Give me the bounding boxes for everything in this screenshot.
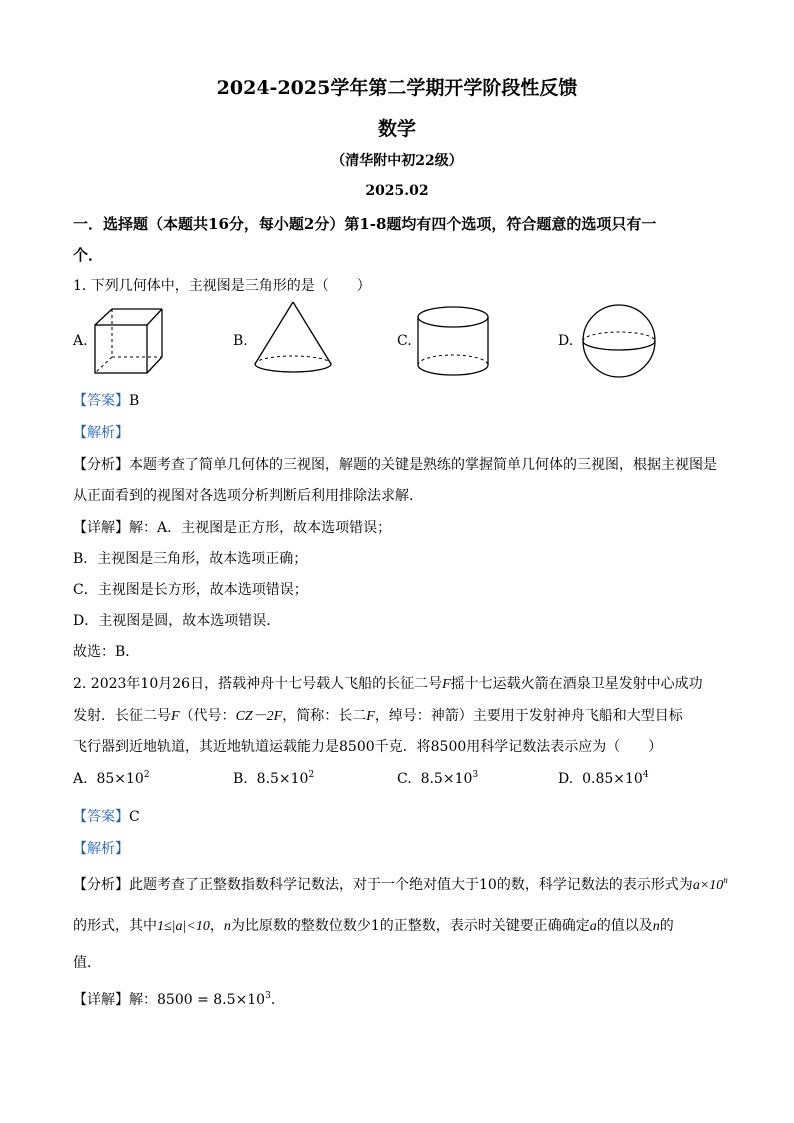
analysis-tag: 【解析】 [73, 841, 129, 857]
q1-option-b: B. [233, 333, 248, 349]
var-f: F [442, 677, 451, 692]
date-label: 2025.02 [365, 183, 429, 199]
option-label: D. [558, 771, 574, 787]
q2-option-b [233, 771, 314, 787]
var-a: a [589, 919, 597, 934]
q1-stem: 1. 下列几何体中，主视图是三角形的是（ ） [73, 278, 371, 294]
fenxi-text: ， [209, 918, 224, 934]
fenxi-tag: 【分析】 [73, 457, 129, 473]
page-title: 2024-2025学年第二学期开学阶段性反馈 [216, 77, 578, 99]
q1-option-a: A. [73, 333, 88, 349]
q2-text: 发射．长征二号 [73, 708, 171, 724]
q2-answer [73, 806, 140, 826]
option-value: 8.5×10 [256, 771, 309, 787]
analysis-tag: 【解析】 [73, 425, 129, 441]
detail-text: 解： [129, 992, 157, 1008]
var-n: n [652, 919, 660, 934]
cube-figure [90, 305, 166, 377]
var-f: F [366, 709, 375, 724]
q2-analysis-tag [73, 838, 129, 858]
fenxi-text: 为比原数的整数位数少1的正整数，表示时关键要正确确定 [230, 918, 590, 934]
option-exponent: 2 [308, 770, 315, 780]
q2-option-c [397, 771, 478, 787]
fenxi-text: 此题考查了正整数指数科学记数法，对于一个绝对值大于10的数，科学记数法的表示形式为 [129, 877, 693, 893]
answer-value: C [129, 809, 140, 825]
option-label: C. [397, 771, 412, 787]
q2-text: ，绰号：神箭）主要用于发射神舟飞船和大型目标 [374, 708, 683, 724]
option-value: 8.5×10 [420, 771, 473, 787]
option-label: B. [233, 771, 248, 787]
condition-formula: 1≤|a|<10 [157, 919, 210, 934]
cylinder-figure [415, 303, 491, 379]
q2-option-d [558, 771, 649, 787]
q2-fenxi-line1 [73, 874, 728, 894]
detail-text: 解：A．主视图是正方形，故本选项错误； [129, 520, 392, 536]
q1-option-d: D. [558, 333, 574, 349]
var-f: F [171, 709, 180, 724]
q2-option-a [73, 771, 150, 787]
q1-detail-line2: B．主视图是三角形，故本选项正确； [73, 551, 308, 567]
detail-exponent: 3 [265, 991, 271, 1001]
option-value: 0.85×10 [582, 771, 643, 787]
answer-tag: 【答案】 [73, 393, 129, 409]
q2-text: 摇十七运载火箭在酒泉卫星发射中心成功 [450, 676, 703, 692]
q2-stem-line1 [73, 673, 703, 693]
option-label: A. [73, 771, 88, 787]
option-exponent: 3 [472, 770, 479, 780]
school-label: （清华附中初22级） [331, 153, 463, 169]
fenxi-text: 本题考查了简单几何体的三视图，解题的关键是熟练的掌握简单几何体的三视图，根据主视图是 [129, 457, 717, 473]
answer-value: B [129, 393, 140, 409]
detail-text: ． [270, 992, 285, 1008]
fenxi-text: 的 [659, 918, 674, 934]
rocket-code: CZ－2F [235, 709, 283, 724]
cone-figure [252, 299, 334, 375]
q1-choose: 故选：B． [73, 644, 140, 660]
option-exponent: 2 [143, 770, 150, 780]
detail-formula: 8500 = 8.5×10 [157, 992, 266, 1008]
formula: a×10 [692, 878, 724, 893]
q2-fenxi-line3: 值． [73, 955, 101, 971]
answer-tag: 【答案】 [73, 809, 129, 825]
q1-fenxi-line2: 从正面看到的视图对各选项分析判断后利用排除法求解． [73, 488, 423, 504]
q1-fenxi-line1 [73, 454, 717, 474]
detail-tag: 【详解】 [73, 992, 129, 1008]
q1-detail-line1 [73, 517, 391, 537]
q2-stem-line2 [73, 705, 683, 725]
q2-stem-line3: 飞行器到近地轨道，其近地轨道运载能力是8500千克．将8500用科学记数法表示应为（ ） [73, 739, 663, 755]
q1-detail-line4: D．主视图是圆，故本选项错误． [73, 613, 281, 629]
q1-analysis-tag [73, 422, 129, 442]
fenxi-tag: 【分析】 [73, 877, 129, 893]
q2-text: （代号： [179, 708, 236, 724]
formula-exponent: n [723, 875, 728, 885]
sphere-figure [580, 302, 658, 380]
option-exponent: 4 [642, 770, 649, 780]
q1-answer [73, 390, 139, 410]
detail-tag: 【详解】 [73, 520, 129, 536]
section-heading-line2: 个． [73, 246, 104, 264]
q2-detail-line [73, 989, 285, 1009]
section-heading-line1: 一．选择题（本题共16分，每小题2分）第1-8题均有四个选项，符合题意的选项只有一 [73, 215, 657, 233]
fenxi-text: 的值以及 [596, 918, 653, 934]
q2-text: 2. 2023年10月26日，搭载神舟十七号载人飞船的长征二号 [73, 676, 443, 692]
subject-title: 数学 [377, 118, 416, 140]
q2-text: ，简称：长二 [282, 708, 367, 724]
var-n: n [223, 919, 231, 934]
option-value: 85×10 [96, 771, 144, 787]
q2-fenxi-line2 [73, 915, 674, 935]
fenxi-text: 的形式，其中 [73, 918, 157, 934]
q1-option-c: C. [397, 333, 412, 349]
q1-detail-line3: C．主视图是长方形，故本选项错误； [73, 582, 308, 598]
